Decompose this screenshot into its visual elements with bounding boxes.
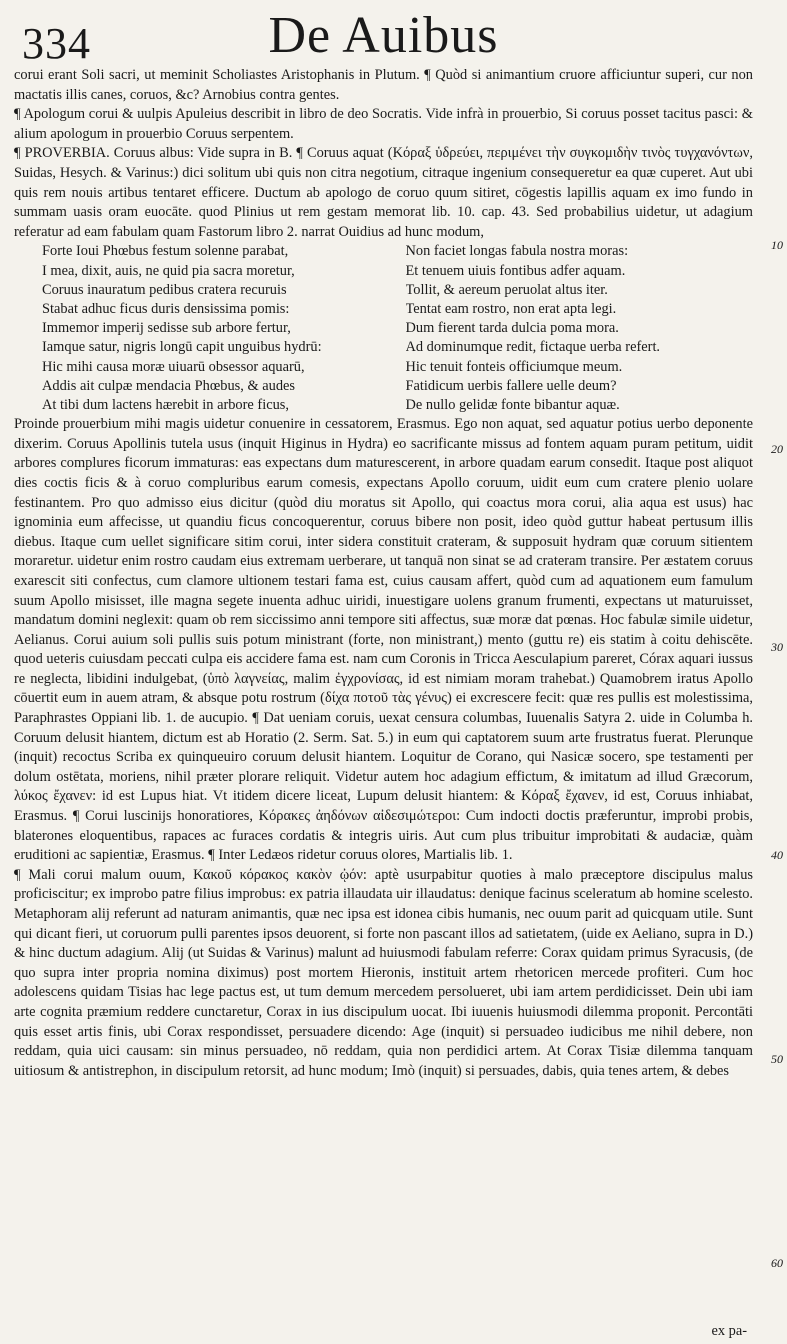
verse-line: Addis ait culpæ mendacia Phœbus, & audes [42,377,295,394]
line-number-marker: 50 [771,1052,783,1066]
paragraph-2: ¶ Apologum corui & uulpis Apuleius describit in libro de deo Socratis. Vide infrà in prouerbio, Si coruus posset tacitus pasci: & alium apologum in prouerbio Coruus serpentem. [14,106,753,142]
verse-line: Forte Ioui Phœbus festum solenne parabat, [42,243,289,260]
ovid-verse-block [14,242,753,415]
verse-line: Immemor imperij sedisse sub arbore fertur, [42,320,291,337]
verse-line: At tibi dum lactens hærebit in arbore ficus, [42,396,289,413]
line-number-marker: 20 [771,442,783,456]
page-header [14,8,753,66]
line-number-marker: 30 [771,640,783,654]
verse-line: Dum fierent tarda dulcia poma mora. [405,320,619,337]
verse-line: Tentat eam rostro, non erat apta legi. [405,300,617,317]
verse-line: Ad dominumque redit, fictaque uerba refert. [405,339,661,356]
verse-line: Hic tenuit fonteis officiumque meum. [405,358,623,375]
line-number-marker: 40 [771,848,783,862]
verse-line: Fatidicum uerbis fallere uelle deum? [405,377,617,394]
verse-line: Stabat adhuc ficus duris densissima pomis: [42,300,290,317]
verse-line: De nullo gelidæ fonte bibantur aquæ. [405,396,620,413]
body-text-continued [14,415,753,1081]
verse-line: Coruus inauratum pedibus cratera recuruis [42,281,287,298]
paragraph-4: Proinde prouerbium mihi magis uidetur conuenire in cessatorem, Erasmus. Ego non aquat, sed aquatur potius uerbo deponente dixerim. Coruus Apollinis tutela usus (inquit Higinus in Hydra) eo sacrificante missus ad fontem aquam puram petitum, uidit arbores complures ficorum immaturas: eas expectans dum maturescerent, in arbore quadam earum consedit. Itaque post aliquot dies coctis ficis & à coruo compluribus earum comesis, expectans Apollo coruum, uidit eum cum cratere plenio uolare festinantem. Pro quo admisso eius dicitur (quòd diu moratus sit Apollo, qui coactus mora corui, alia aqua est usus) hac ignominia eum affecisse, ut quandiu ficus concoquerentur, coruus bibere non posit, ideo quòd guttur habeat pertusum illis diebus. Itaque cum uellet significare sitim corui, inter sidera constituit crateram, & supposuit hydram quæ coruum sitientem moraretur. uidetur enim rostro caudam eius extremam uerberare, ut tanquā non sinat se ad crateram transire. Per æstatem coruus exarescit siti confectus, cum clamore ultionem testari fama est, cuius causam affert, quòd cum ad aquationem eum famulum suum Apollo misisset, ille magna segete inuenta adhuc uiridi, inuestigare uolens granum frumenti, expectans ut maturuisset, mandatum domini neglexit: quam ob rem siccissimo anni tempore siti affectus, suæ moræ dat pœnas. Hoc fabulæ simile uidetur, Aelianus. Corui auium soli pullis suis potum ministrant (forte, non ministrant,) mento (guttu re) eis statim à coitu dehiscēte. quod ueteris cuiusdam peccati culpa eis accidere fama est. nam cum Coronis in Tricca Aesculapium pareret, Córax aquari iussus re neglecta, libidini indulgebat, (ὑπὸ λαγνείας, malim ἐγχρονίσας, id est nimiam moram trahebat.) Quamobrem iratus Apollo cōuertit eum in auem atram, & absque potu rostrum (δίχα ποτοῦ τὰς γένυς) ei excrescere fecit: quæ res pullis est molestissima, Paraphrastes Oppiani lib. 1. de aucupio. ¶ Dat ueniam coruis, uexat censura columbas, Iuuenalis Satyra 2. uide in Columba h. Coruum delusit hiantem, dictum est ab Horatio (2. Serm. Sat. 5.) in eum qui captatorem suum arte frustratus fuerat. Plerunque (inquit) recoctus Scriba ex quinqueuiro coruum delusit hiantem. Loquitur de Corano, qui Nasicæ socero, spe testamenti per dolum ostētata, moriens, nihil præter plorare reliquit. Videtur autem hoc adagium effictum, & imitatum ad illud Græcorum, λύκος ἔχανεν: id est Lupus hiat. Vt itidem dicere liceat, Lupum delusit hiantem: & Κόραξ ἔχανεν, id est, Coruus inhiabat, Erasmus. ¶ Corui luscinijs honoratiores, Κόρακες ἀηδόνων αἰδεσιμώτεροι: Cum indocti doctis præferuntur, improbi probis, blaterones eloquentibus, rapaces ac furaces cordatis & integris uiris. Aut cum plus tribuitur improbitati & audaciæ, quàm eruditioni ac sapientiæ, Erasmus. ¶ Inter Ledæos ridetur coruus olores, Martialis lib. 1. [14,416,753,864]
body-text [14,66,753,242]
verse-line: Iamque satur, nigris longū capit unguibus hydrū: [42,339,322,356]
paragraph-3: ¶ PROVERBIA. Coruus albus: Vide supra in B. ¶ Coruus aquat (Κόραξ ὑδρεύει, περιμένει τὴν συγκομιδὴν τινὸς τυγχανόντων, Suidas, Hesych. & Varinus:) dici solitum ubi quis non citra negotium, citraque ingenium consequeretur ea quæ cuperet. Aut ubi quis rem nouis artibus tentaret efficere. Ductum ab apologo de coruo quum sitiret, cōgestis lapillis aquam ex imo fundo in summam uasis oram euocāte. quod Plinius ut rem gestam memorat lib. 10. cap. 43. Sed probabilius uidetur, ut adagium referatur ad eam fabulam quam Fastorum libro 2. narrat Ouidius ad hunc modum, [14,145,753,240]
verse-line: Non faciet longas fabula nostra moras: [405,243,629,260]
verse-line: Tollit, & aereum peruolat altus iter. [405,281,608,298]
catchword: ex pa- [711,1323,747,1339]
line-number-marker: 10 [771,238,783,252]
page-number: 334 [22,19,91,68]
verse-line: Et tenuem uiuis fontibus adfer aquam. [405,262,626,279]
paragraph-1: corui erant Soli sacri, ut meminit Scholiastes Aristophanis in Plutum. ¶ Quòd si animantium cruore afficiuntur superi, cur non mactatis illis canes, coruos, &c? Arnobius contra gentes. [14,67,753,103]
paragraph-5: ¶ Mali corui malum ouum, Κακοῦ κόρακος κακὸν ᾠόν: aptè usurpabitur quoties à malo præceptore discipulus malus proficiscitur; ex improbo patre filius improbus: ex patria illaudata uir illaudatus: denique facinus sceleratum ab homine scelesto. Metaphoram alij referunt ad naturam animantis, quæ nec ipsa est idonea cibis humanis, nec ouum parit ad quicquam utile. Sunt qui dicant fieri, ut coruorum pulli parentes ipsos deuorent, si forte non pascant illos ad satietatem, (uide ex Aeliano, supra in D.) & hinc ductum adagium. Alij (ut Suidas & Varinus) malunt ad huiusmodi fabulam referre: Corax quidam primus Syracusis, (de quo supra inter propria nomina diximus) post mortem Hieronis, instituit artem rhetoricen mercede profiteri. Cum hoc adolescens quidam Tisias hac lege pactus est, ut tum demum mercedem persolueret, ubi iam artem perdidicisset. Dein ubi iam arte cognita præmium reddere cunctaretur, Corax in ius discipulum uocat. Ibi iuuenis huiusmodi dilemma proponit. Percontāti quis esset artis finis, ubi Corax respondisset, persuadere dicendo: Age (inquit) si persuadeo iudicibus me nihil debere, non reddam, quia uici causam: sin minus persuadeo, nō reddam, quia non perdidici artem. At Corax Tisiæ dilemma tanquam uitiosum & antistrephon, in discipulum retorsit, ad hunc modum; Imò (inquit) si persuades, dabis, quia tenes artem, & debes [14,866,753,1079]
verse-line: Hic mihi causa moræ uiuarū obsessor aquarū, [42,358,305,375]
running-head: De Auibus [268,7,499,64]
line-number-marker: 60 [771,1256,783,1270]
verse-line: I mea, dixit, auis, ne quid pia sacra moretur, [42,262,295,279]
